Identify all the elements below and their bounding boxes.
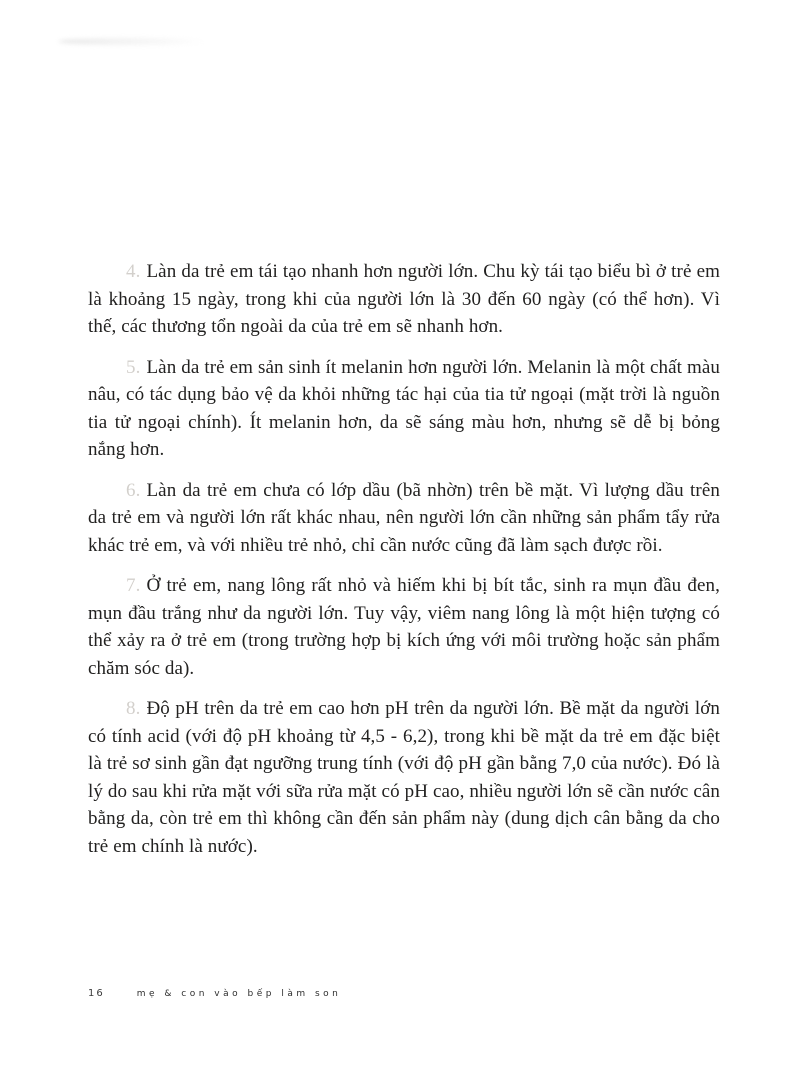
paragraph-number: 5. xyxy=(126,356,141,378)
paragraph-number: 7. xyxy=(126,575,141,596)
paragraph-text: Làn da trẻ em sản sinh ít melanin hơn người lớn. Melanin là một chất màu nâu, có tác dụng bảo vệ da khỏi những tác hại của tia tử ngoại (mặt trời là nguồn tia tử ngoại chính). Ít melanin hơn, da sẽ sáng màu hơn, nhưng sẽ dễ bị bỏng nắng hơn. xyxy=(88,356,720,460)
paragraph-8 xyxy=(88,695,720,860)
text-block xyxy=(88,258,720,873)
paragraph-text: Độ pH trên da trẻ em cao hơn pH trên da người lớn. Bề mặt da người lớn có tính acid (với độ pH khoảng từ 4,5 - 6,2), trong khi bề mặt da trẻ em đặc biệt là trẻ sơ sinh gần đạt ngưỡng trung tính (với độ pH gần bằng 7,0 của nước). Đó là lý do sau khi rửa mặt với sữa rửa mặt có pH cao, nhiều người lớn sẽ cần nước cân bằng da, còn trẻ em thì không cần đến sản phẩm này (dung dịch cân bằng da cho trẻ em chính là nước). xyxy=(88,698,720,857)
paragraph-4 xyxy=(88,258,720,341)
paragraph-number: 8. xyxy=(126,698,141,719)
paragraph-text: Làn da trẻ em chưa có lớp dầu (bã nhờn) trên bề mặt. Vì lượng dầu trên da trẻ em và người lớn rất khác nhau, nên người lớn cần những sản phẩm tẩy rửa khác trẻ em, và với nhiều trẻ nhỏ, chỉ cần nước cũng đã làm sạch được rồi. xyxy=(88,479,720,556)
paragraph-7 xyxy=(88,572,720,682)
page-footer xyxy=(88,988,341,999)
paragraph-number: 6. xyxy=(126,479,141,501)
book-title: mẹ & con vào bếp làm son xyxy=(136,989,342,999)
scan-smudge xyxy=(58,38,208,45)
paragraph-5 xyxy=(88,354,720,464)
paragraph-text: Làn da trẻ em tái tạo nhanh hơn người lớn. Chu kỳ tái tạo biểu bì ở trẻ em là khoảng 15 ngày, trong khi của người lớn là 30 đến 60 ngày (có thể hơn). Vì thế, các thương tổn ngoài da của trẻ em sẽ nhanh hơn. xyxy=(88,261,720,337)
page-number: 16 xyxy=(88,988,105,999)
paragraph-number: 4. xyxy=(126,261,141,282)
paragraph-text: Ở trẻ em, nang lông rất nhỏ và hiếm khi bị bít tắc, sinh ra mụn đầu đen, mụn đầu trắng như da người lớn. Tuy vậy, viêm nang lông là một hiện tượng có thể xảy ra ở trẻ em (trong trường hợp bị kích ứng với môi trường hoặc sản phẩm chăm sóc da). xyxy=(88,575,720,679)
paragraph-6 xyxy=(88,477,720,560)
